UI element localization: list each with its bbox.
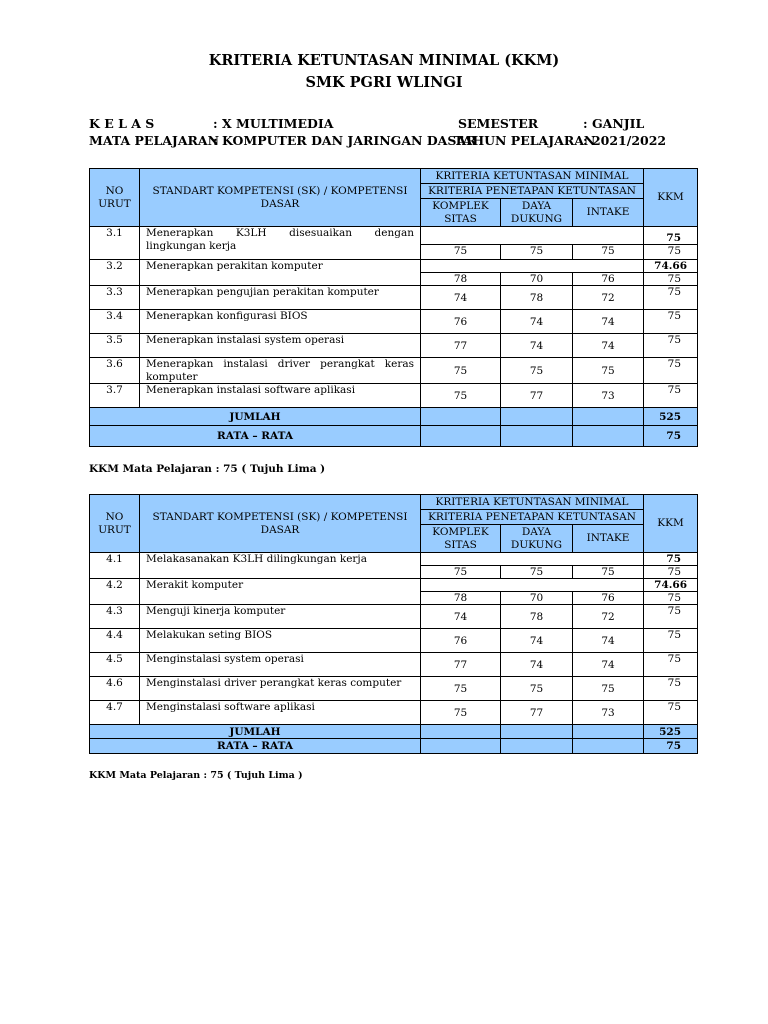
- total-row: [90, 725, 698, 739]
- header-sk: STANDART KOMPETENSI (SK) / KOMPETENSI DASAR: [140, 169, 421, 227]
- table-row: [90, 653, 698, 677]
- row-intake: 72: [573, 605, 644, 629]
- row-komplek: 77: [421, 653, 501, 677]
- row-kkm: 75: [644, 273, 698, 286]
- row-komplek: 75: [421, 677, 501, 701]
- header-komplek: KOMPLEK SITAS: [421, 199, 501, 227]
- header-intake: INTAKE: [573, 525, 644, 553]
- header-kkm-group: KRITERIA KETUNTASAN MINIMAL: [421, 495, 644, 510]
- table-row: [90, 227, 698, 245]
- row-kkm: 75: [644, 592, 698, 605]
- row-no: 3.3: [90, 286, 140, 310]
- table-row: [90, 260, 698, 273]
- row-desc: Menerapkan instalasi software aplikasi: [140, 384, 421, 408]
- row-komplek: 77: [421, 334, 501, 358]
- row-komplek: 78: [421, 273, 501, 286]
- table-row: [90, 334, 698, 358]
- jumlah-label: JUMLAH: [90, 725, 421, 739]
- row-intake: 76: [573, 592, 644, 605]
- row-no: 4.6: [90, 677, 140, 701]
- tahun-label: TAHUN PELAJARAN: [454, 133, 596, 148]
- row-no: 3.1: [90, 227, 140, 260]
- kelas-value: : X MULTIMEDIA: [213, 116, 334, 131]
- row-intake: 74: [573, 629, 644, 653]
- row-intake: 73: [573, 384, 644, 408]
- row-no: 4.4: [90, 629, 140, 653]
- table-row: [90, 286, 698, 310]
- row-no: 4.1: [90, 553, 140, 579]
- row-komplek: 74: [421, 605, 501, 629]
- row-desc: Menerapkan K3LH disesuaikan dengan lingkungan kerja: [140, 227, 421, 260]
- row-no: 3.2: [90, 260, 140, 286]
- table-row: [90, 553, 698, 566]
- row-kkm: 75: [644, 566, 698, 579]
- row-desc: Melakasanakan K3LH dilingkungan kerja: [140, 553, 421, 579]
- row-no: 4.2: [90, 579, 140, 605]
- row-kkm-top: 74.66: [644, 579, 698, 592]
- row-kkm: 75: [644, 653, 698, 677]
- table-row: [90, 310, 698, 334]
- header-daya: DAYA DUKUNG: [501, 199, 573, 227]
- row-no: 3.6: [90, 358, 140, 384]
- semester-value: : GANJIL: [583, 116, 645, 131]
- kelas-label: K E L A S: [89, 116, 155, 131]
- row-intake: 74: [573, 310, 644, 334]
- header-intake: INTAKE: [573, 199, 644, 227]
- row-no: 3.5: [90, 334, 140, 358]
- header-kpt: KRITERIA PENETAPAN KETUNTASAN: [421, 184, 644, 199]
- row-komplek: 78: [421, 592, 501, 605]
- row-kkm: 75: [644, 701, 698, 725]
- rata-label: RATA – RATA: [90, 426, 421, 447]
- row-intake: 74: [573, 653, 644, 677]
- header-kpt: KRITERIA PENETAPAN KETUNTASAN: [421, 510, 644, 525]
- row-daya: 78: [501, 286, 573, 310]
- row-kkm-top: 75: [644, 227, 698, 245]
- row-daya: 74: [501, 310, 573, 334]
- row-daya: 77: [501, 701, 573, 725]
- row-daya: 77: [501, 384, 573, 408]
- school-name: SMK PGRI WLINGI: [305, 74, 463, 91]
- header-komplek: KOMPLEK SITAS: [421, 525, 501, 553]
- rata-value: 75: [644, 426, 698, 447]
- row-daya: 75: [501, 566, 573, 579]
- row-desc: Menerapkan konfigurasi BIOS: [140, 310, 421, 334]
- row-desc: Melakukan seting BIOS: [140, 629, 421, 653]
- table-row: [90, 358, 698, 384]
- kkm-table-1: [89, 168, 698, 447]
- row-daya: 74: [501, 334, 573, 358]
- row-desc: Merakit komputer: [140, 579, 421, 605]
- header-kkm: KKM: [644, 495, 698, 553]
- row-intake: 75: [573, 245, 644, 260]
- mapel-value: : KOMPUTER DAN JARINGAN DASAR: [213, 133, 477, 148]
- jumlah-value: 525: [644, 408, 698, 426]
- jumlah-label: JUMLAH: [90, 408, 421, 426]
- row-kkm: 75: [644, 245, 698, 260]
- row-daya: 75: [501, 358, 573, 384]
- row-kkm: 75: [644, 334, 698, 358]
- kkm-table-2: [89, 494, 698, 754]
- table-row: [90, 579, 698, 592]
- row-no: 4.7: [90, 701, 140, 725]
- row-intake: 74: [573, 334, 644, 358]
- row-komplek: 74: [421, 286, 501, 310]
- row-no: 3.7: [90, 384, 140, 408]
- rata-label: RATA – RATA: [90, 739, 421, 754]
- table-row: [90, 701, 698, 725]
- row-daya: 70: [501, 273, 573, 286]
- row-kkm: 75: [644, 384, 698, 408]
- jumlah-value: 525: [644, 725, 698, 739]
- header-no-urut: NO URUT: [90, 495, 140, 553]
- table-row: [90, 677, 698, 701]
- table-row: [90, 629, 698, 653]
- row-desc: Menerapkan instalasi system operasi: [140, 334, 421, 358]
- header-sk: STANDART KOMPETENSI (SK) / KOMPETENSI DASAR: [140, 495, 421, 553]
- row-intake: 72: [573, 286, 644, 310]
- row-intake: 75: [573, 677, 644, 701]
- header-kkm: KKM: [644, 169, 698, 227]
- row-daya: 75: [501, 677, 573, 701]
- document-title: KRITERIA KETUNTASAN MINIMAL (KKM): [208, 52, 560, 69]
- rata-value: 75: [644, 739, 698, 754]
- row-kkm: 75: [644, 310, 698, 334]
- header-no-urut: NO URUT: [90, 169, 140, 227]
- row-kkm: 75: [644, 677, 698, 701]
- mapel-label: MATA PELAJARAN: [89, 133, 220, 148]
- row-komplek: 75: [421, 566, 501, 579]
- row-daya: 78: [501, 605, 573, 629]
- row-komplek: 75: [421, 384, 501, 408]
- row-kkm: 75: [644, 286, 698, 310]
- row-intake: 73: [573, 701, 644, 725]
- row-intake: 75: [573, 358, 644, 384]
- row-no: 4.5: [90, 653, 140, 677]
- row-no: 3.4: [90, 310, 140, 334]
- semester-label: SEMESTER: [458, 116, 539, 131]
- row-daya: 74: [501, 629, 573, 653]
- row-desc: Menginstalasi driver perangkat keras computer: [140, 677, 421, 701]
- row-komplek: 75: [421, 245, 501, 260]
- row-komplek: 75: [421, 701, 501, 725]
- row-daya: 75: [501, 245, 573, 260]
- average-row: [90, 426, 698, 447]
- row-desc: Menginstalasi software aplikasi: [140, 701, 421, 725]
- row-komplek: 76: [421, 629, 501, 653]
- row-kkm: 75: [644, 629, 698, 653]
- row-intake: 76: [573, 273, 644, 286]
- row-komplek: 76: [421, 310, 501, 334]
- total-row: [90, 408, 698, 426]
- row-desc: Menginstalasi system operasi: [140, 653, 421, 677]
- tahun-value: : 2021/2022: [583, 133, 667, 148]
- kkm-note-1: KKM Mata Pelajaran : 75 ( Tujuh Lima ): [89, 463, 326, 475]
- row-kkm-top: 74.66: [644, 260, 698, 273]
- row-desc: Menerapkan instalasi driver perangkat keras komputer: [140, 358, 421, 384]
- row-desc: Menerapkan pengujian perakitan komputer: [140, 286, 421, 310]
- average-row: [90, 739, 698, 754]
- row-no: 4.3: [90, 605, 140, 629]
- row-kkm: 75: [644, 358, 698, 384]
- row-intake: 75: [573, 566, 644, 579]
- row-desc: Menguji kinerja komputer: [140, 605, 421, 629]
- row-desc: Menerapkan perakitan komputer: [140, 260, 421, 286]
- kkm-note-2: KKM Mata Pelajaran : 75 ( Tujuh Lima ): [89, 770, 303, 781]
- header-daya: DAYA DUKUNG: [501, 525, 573, 553]
- row-daya: 74: [501, 653, 573, 677]
- table-row: [90, 384, 698, 408]
- row-kkm: 75: [644, 605, 698, 629]
- row-kkm-top: 75: [644, 553, 698, 566]
- row-daya: 70: [501, 592, 573, 605]
- row-komplek: 75: [421, 358, 501, 384]
- header-kkm-group: KRITERIA KETUNTASAN MINIMAL: [421, 169, 644, 184]
- table-row: [90, 605, 698, 629]
